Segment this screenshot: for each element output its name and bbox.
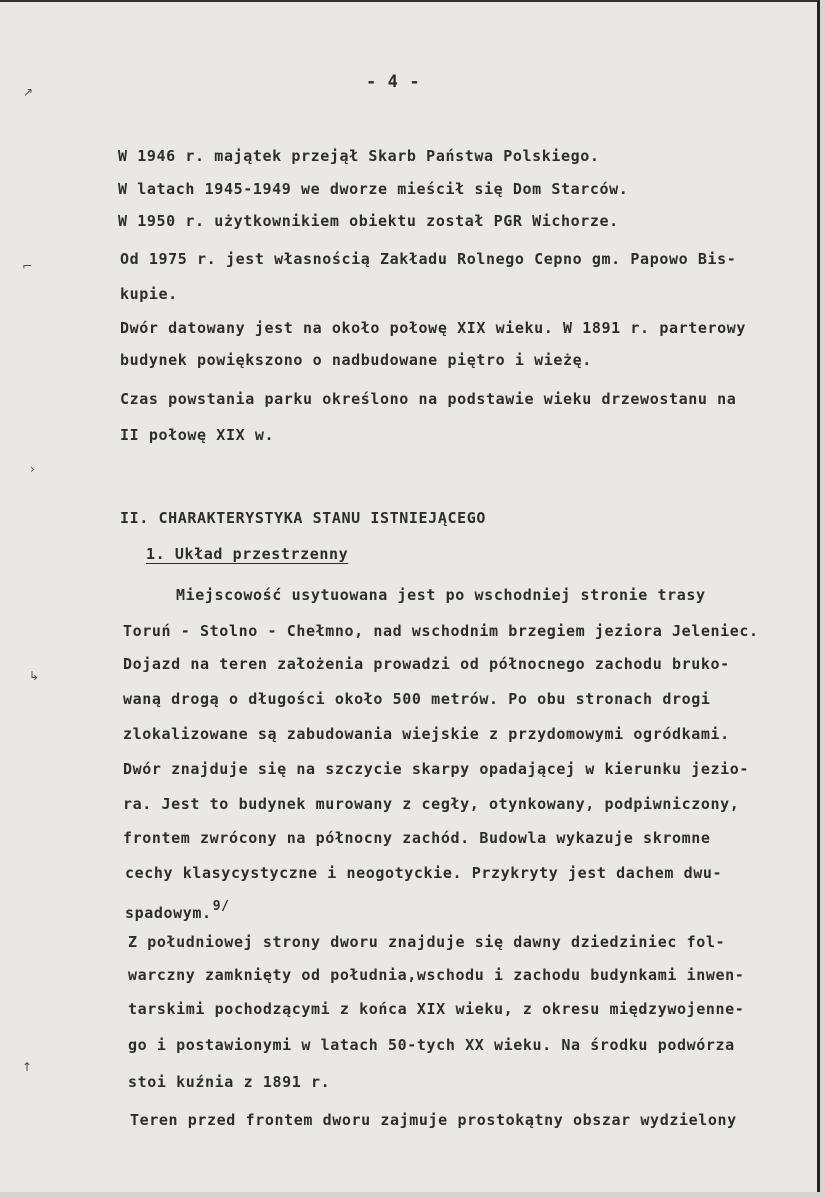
history-line-7: budynek powiększono o nadbudowane piętro i wieżę. [120,351,592,369]
history-line-5: kupie. [120,285,178,303]
paragraph1-line-10-text: spadowym. [125,904,212,922]
footnote-reference: 9/ [212,899,230,914]
binding-hole-mark: ↑ [22,1060,33,1074]
paragraph2-line-3: tarskimi pochodzącymi z końca XIX wieku, z okresu międzywojenne- [128,1000,745,1018]
paragraph1-line-1: Miejscowość usytuowana jest po wschodniej stronie trasy [176,586,706,604]
binding-hole-mark: ↳ [29,669,40,683]
binding-hole-mark: ⌐ [22,259,33,273]
paragraph1-line-8: frontem zwrócony na północny zachód. Budowla wykazuje skromne [123,829,711,847]
binding-hole-mark: › [30,462,35,476]
binding-hole-mark: ↗ [23,85,34,99]
paragraph2-line-2: warczny zamknięty od południa,wschodu i zachodu budynkami inwen- [128,966,745,984]
history-line-4: Od 1975 r. jest własnością Zakładu Rolnego Cepno gm. Papowo Bis- [120,250,737,268]
paragraph1-line-4: waną drogą o długości około 500 metrów. Po obu stronach drogi [123,690,711,708]
paragraph2-line-4: go i postawionymi w latach 50-tych XX wieku. Na środku podwórza [128,1036,735,1054]
paragraph1-line-7: ra. Jest to budynek murowany z cegły, otynkowany, podpiwniczony, [123,795,740,813]
subsection-heading: 1. Układ przestrzenny [146,545,349,563]
history-line-3: W 1950 r. użytkownikiem obiektu został PGR Wichorze. [118,212,619,230]
paragraph2-line-5: stoi kuźnia z 1891 r. [128,1073,331,1091]
paragraph2-line-1: Z południowej strony dworu znajduje się dawny dziedziniec fol- [128,933,726,951]
paragraph2-line-6: Teren przed frontem dworu zajmuje prostokątny obszar wydzielony [130,1111,737,1129]
history-line-6: Dwór datowany jest na około połowę XIX wieku. W 1891 r. parterowy [120,319,746,337]
page-number: - 4 - [366,72,421,92]
paragraph1-line-5: zlokalizowane są zabudowania wiejskie z przydomowymi ogródkami. [123,725,730,743]
paragraph1-line-2: Toruń - Stolno - Chełmno, nad wschodnim brzegiem jeziora Jeleniec. [123,622,759,640]
paragraph1-line-6: Dwór znajduje się na szczycie skarpy opadającej w kierunku jezio- [123,760,749,778]
paragraph1-line-3: Dojazd na teren założenia prowadzi od północnego zachodu bruko- [123,655,730,673]
history-line-1: W 1946 r. majątek przejął Skarb Państwa Polskiego. [118,147,600,165]
paragraph1-line-10 [125,899,230,922]
section-heading: II. CHARAKTERYSTYKA STANU ISTNIEJĄCEGO [120,509,486,527]
history-line-2: W latach 1945-1949 we dworze mieścił się Dom Starców. [118,180,629,198]
paragraph1-line-9: cechy klasycystyczne i neogotyckie. Przykryty jest dachem dwu- [125,864,723,882]
history-line-9: II połowę XIX w. [120,426,275,444]
history-line-8: Czas powstania parku określono na podstawie wieku drzewostanu na [120,390,737,408]
